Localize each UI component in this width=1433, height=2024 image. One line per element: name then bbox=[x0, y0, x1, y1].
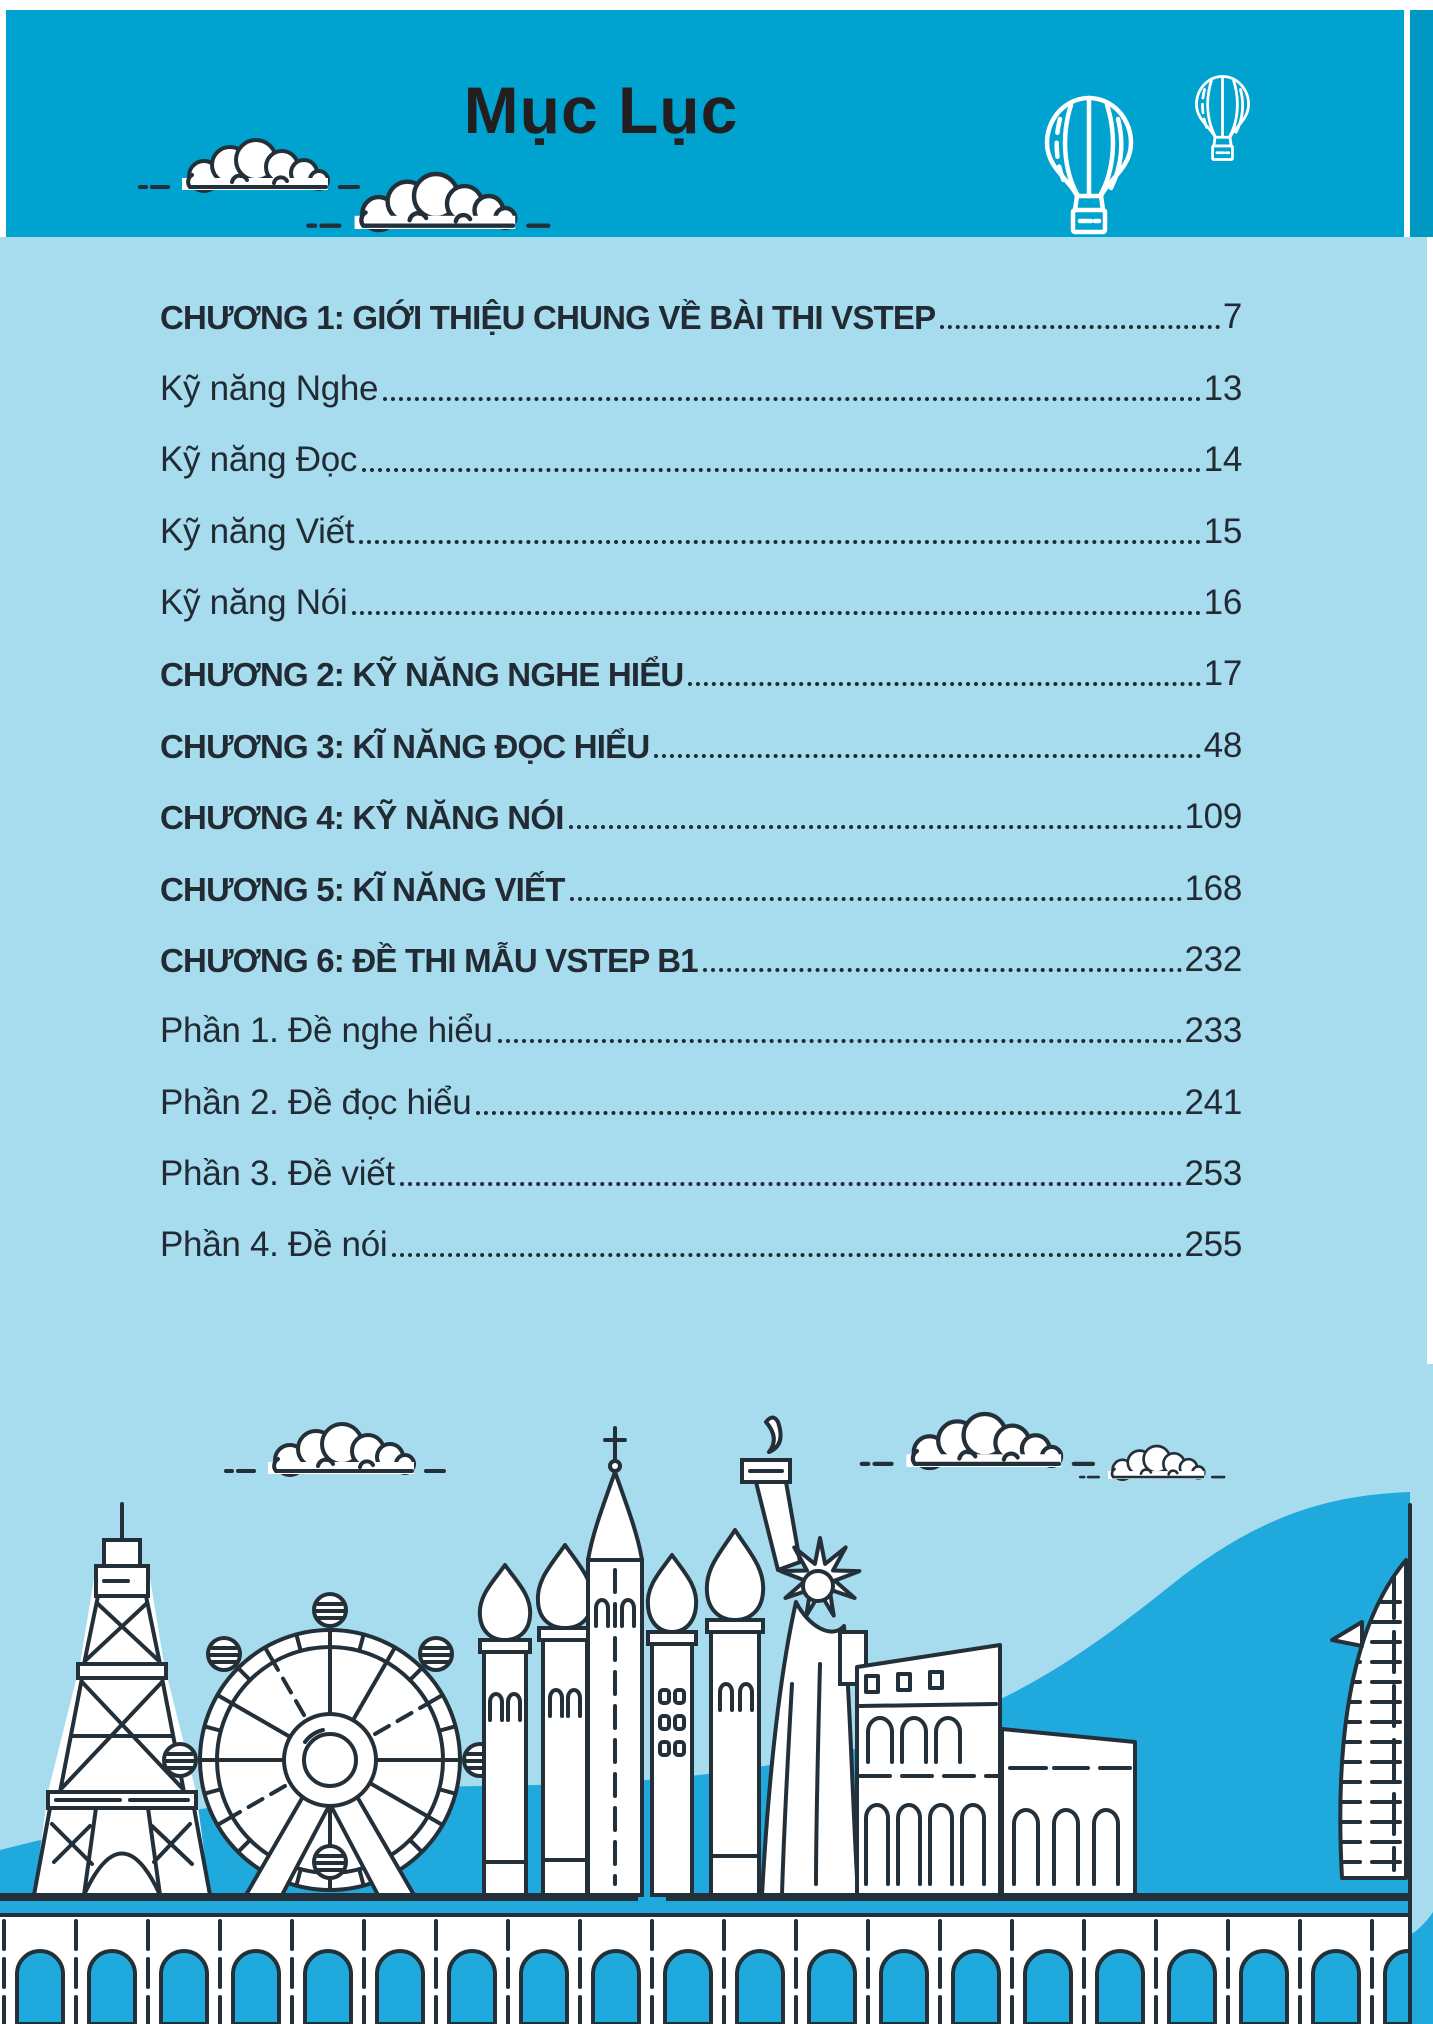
toc-entry bbox=[160, 635, 1242, 706]
toc-entry bbox=[160, 849, 1242, 920]
toc-entry-label: CHƯƠNG 6: ĐỀ THI MẪU VSTEP B1 bbox=[160, 941, 698, 979]
toc-entry-label: CHƯƠNG 2: KỸ NĂNG NGHE HIỂU bbox=[160, 656, 684, 694]
dot-leader bbox=[940, 325, 1219, 329]
toc-entry bbox=[160, 421, 1242, 492]
toc-entry-label: Phần 4. Đề nói bbox=[160, 1225, 388, 1265]
toc-entry-page: 232 bbox=[1184, 939, 1242, 979]
toc-entry-page: 13 bbox=[1203, 368, 1242, 408]
toc-entry bbox=[160, 921, 1242, 992]
dot-leader bbox=[476, 1111, 1181, 1115]
toc-entry-page: 168 bbox=[1184, 868, 1242, 908]
toc-entry bbox=[160, 1135, 1242, 1206]
header-edge-strip bbox=[1410, 10, 1433, 237]
page-title: Mục Lục bbox=[463, 73, 739, 147]
header-banner bbox=[6, 10, 1404, 237]
toc-entry bbox=[160, 1063, 1242, 1134]
hot-air-balloon-icon bbox=[1043, 94, 1135, 236]
dot-leader bbox=[352, 611, 1200, 615]
page-right-margin bbox=[1427, 237, 1433, 1482]
dot-leader bbox=[400, 1182, 1182, 1186]
eiffel-tower-illustration bbox=[34, 1504, 210, 1895]
toc-entry-label: Phần 1. Đề nghe hiểu bbox=[160, 1011, 493, 1051]
toc-entry-page: 7 bbox=[1222, 297, 1242, 337]
toc-entry-page: 17 bbox=[1203, 654, 1242, 694]
dot-leader bbox=[570, 897, 1182, 901]
toc-entry bbox=[160, 564, 1242, 635]
toc-entry bbox=[160, 349, 1242, 420]
page-edge-strip bbox=[1410, 1364, 1433, 2024]
dot-leader bbox=[654, 754, 1200, 758]
toc-entry bbox=[160, 992, 1242, 1063]
cathedral-illustration bbox=[480, 1428, 763, 1895]
toc-entry-label: Kỹ năng Viết bbox=[160, 511, 355, 551]
hot-air-balloon-icon bbox=[1194, 74, 1254, 166]
toc-entry-page: 14 bbox=[1203, 440, 1242, 480]
table-of-contents bbox=[160, 278, 1242, 1277]
toc-entry bbox=[160, 278, 1242, 349]
toc-entry-label: CHƯƠNG 4: KỸ NĂNG NÓI bbox=[160, 799, 564, 837]
dot-leader bbox=[569, 825, 1182, 829]
cloud-icon bbox=[226, 1414, 1224, 1480]
dot-leader bbox=[688, 682, 1200, 686]
toc-entry-page: 15 bbox=[1203, 511, 1242, 551]
toc-entry-label: Phần 3. Đề viết bbox=[160, 1154, 395, 1194]
toc-entry-page: 16 bbox=[1203, 582, 1242, 622]
toc-entry-label: CHƯƠNG 5: KĨ NĂNG VIẾT bbox=[160, 870, 565, 908]
dot-leader bbox=[383, 397, 1200, 401]
dot-leader bbox=[498, 1039, 1182, 1043]
skyline-illustration bbox=[0, 1364, 1433, 2024]
ground-line bbox=[0, 1893, 1410, 1901]
toc-entry-label: Kỹ năng Đọc bbox=[160, 440, 358, 480]
toc-entry bbox=[160, 706, 1242, 777]
dot-leader bbox=[392, 1253, 1181, 1257]
toc-entry-page: 253 bbox=[1184, 1154, 1242, 1194]
toc-entry bbox=[160, 1206, 1242, 1277]
toc-entry-label: Kỹ năng Nói bbox=[160, 582, 348, 622]
dot-leader bbox=[703, 968, 1182, 972]
toc-entry bbox=[160, 492, 1242, 563]
bridge-illustration bbox=[0, 1913, 1431, 2024]
toc-entry-page: 255 bbox=[1184, 1225, 1242, 1265]
toc-entry-label: CHƯƠNG 1: GIỚI THIỆU CHUNG VỀ BÀI THI VSTEP bbox=[160, 299, 936, 337]
toc-entry-label: Kỹ năng Nghe bbox=[160, 368, 379, 408]
toc-entry-page: 109 bbox=[1184, 797, 1242, 837]
dot-leader bbox=[362, 468, 1201, 472]
dot-leader bbox=[359, 540, 1200, 544]
toc-entry-label: Phần 2. Đề đọc hiểu bbox=[160, 1082, 472, 1122]
toc-entry-page: 241 bbox=[1184, 1082, 1242, 1122]
cloud-icon bbox=[304, 172, 546, 238]
toc-entry bbox=[160, 778, 1242, 849]
toc-entry-label: CHƯƠNG 3: KĨ NĂNG ĐỌC HIỂU bbox=[160, 727, 650, 765]
toc-entry-page: 233 bbox=[1184, 1011, 1242, 1051]
toc-entry-page: 48 bbox=[1203, 725, 1242, 765]
